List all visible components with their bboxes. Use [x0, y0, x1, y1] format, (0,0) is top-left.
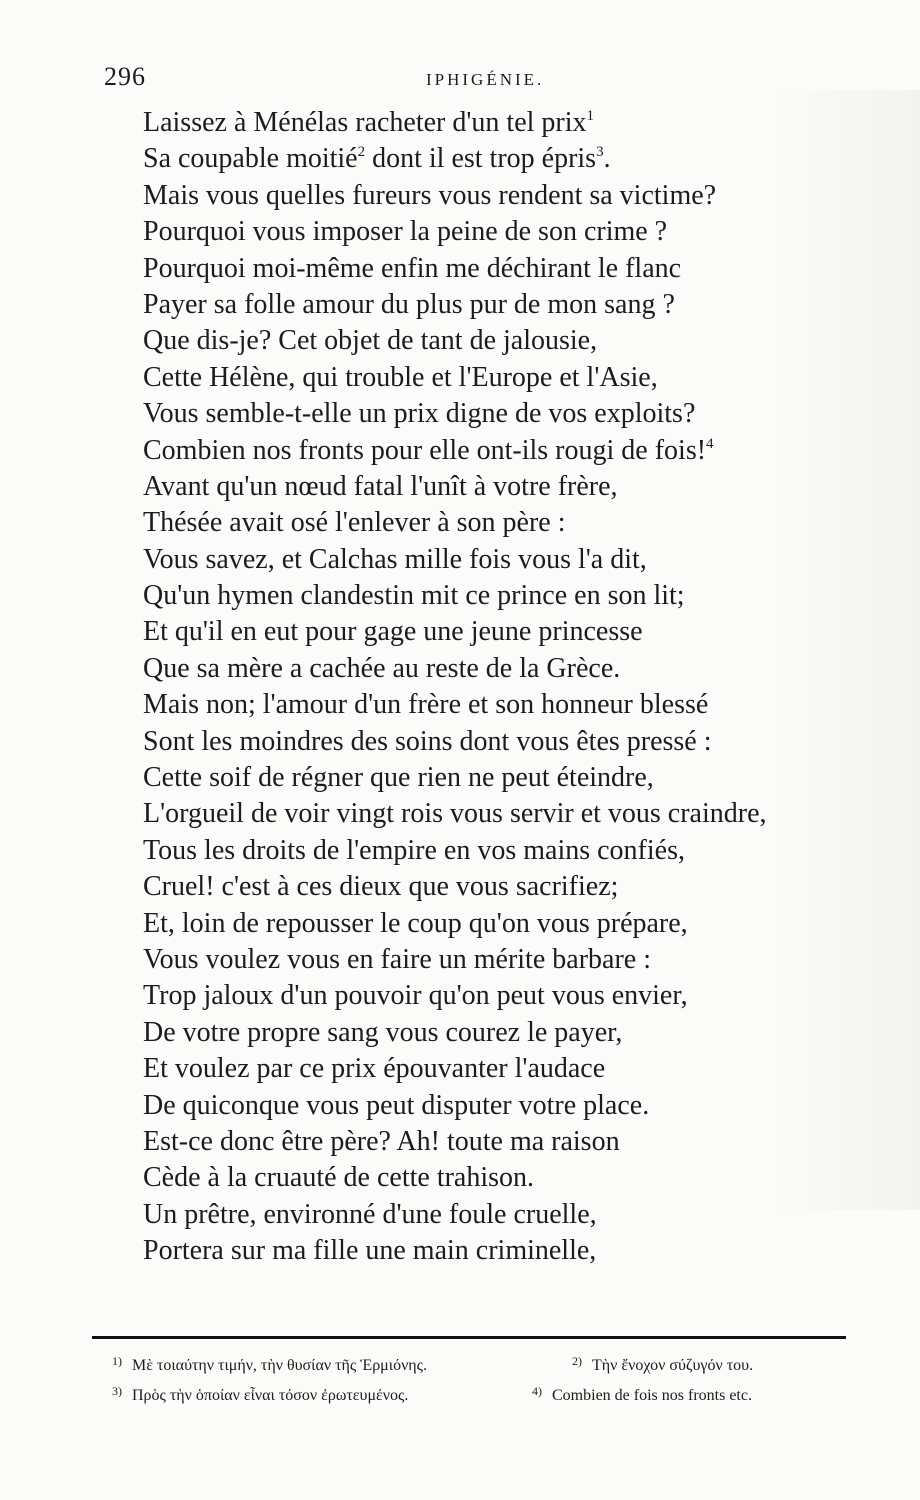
verse-line: Mais non; l'amour d'un frère et son honneur blessé	[143, 689, 709, 721]
verse-line: Un prêtre, environné d'une foule cruelle,	[143, 1198, 597, 1230]
footnote-rule	[92, 1336, 846, 1339]
verse-block	[143, 105, 848, 1270]
verse-line: Combien nos fronts pour elle ont-ils rougi de fois!$^4$	[143, 434, 714, 466]
verse-line: Portera sur ma fille une main criminelle,	[143, 1235, 597, 1267]
verse-line: Vous semble-t-elle un prix digne de vos exploits?	[143, 398, 696, 430]
page-header	[104, 62, 814, 98]
verse-line: De votre propre sang vous courez le payer,	[143, 1016, 623, 1048]
verse-line: Mais vous quelles fureurs vous rendent sa victime?	[143, 179, 717, 211]
verse-line: Cette Hélène, qui trouble et l'Europe et l'Asie,	[143, 361, 658, 393]
verse-line: Laissez à Ménélas racheter d'un tel prix$^1$	[143, 107, 595, 138]
verse-line: Et qu'il en eut pour gage une jeune princesse	[143, 616, 643, 648]
footnote-4: $^{4)}$ Combien de fois nos fronts etc.	[532, 1384, 752, 1404]
verse-line: Cède à la cruauté de cette trahison.	[143, 1162, 535, 1194]
verse-line: Trop jaloux d'un pouvoir qu'on peut vous envier,	[143, 980, 688, 1012]
verse-line: Cette soif de régner que rien ne peut éteindre,	[143, 762, 654, 794]
verse-line: Pourquoi vous imposer la peine de son crime ?	[143, 216, 668, 248]
verse-line: Que dis-je? Cet objet de tant de jalousie,	[143, 325, 598, 357]
verse-line: De quiconque vous peut disputer votre place.	[143, 1089, 650, 1121]
verse-line: Vous voulez vous en faire un mérite barbare :	[143, 943, 651, 975]
verse-line: Est-ce donc être père? Ah! toute ma raison	[143, 1125, 620, 1157]
verse-line: L'orgueil de voir vingt rois vous servir et vous craindre,	[143, 798, 767, 830]
verse-line: Pourquoi moi-même enfin me déchirant le flanc	[143, 252, 682, 284]
footnote-row	[112, 1376, 852, 1406]
verse-line: Tous les droits de l'empire en vos mains confiés,	[143, 834, 685, 866]
verse-line: Cruel! c'est à ces dieux que vous sacrifiez;	[143, 871, 619, 903]
verse-line: Thésée avait osé l'enlever à son père :	[143, 507, 566, 539]
verse-line: Payer sa folle amour du plus pur de mon sang ?	[143, 288, 675, 320]
footnote-marker: 1	[586, 108, 595, 124]
verse-line: Que sa mère a cachée au reste de la Grèce.	[143, 652, 621, 684]
running-title: IPHIGÉNIE.	[426, 70, 545, 89]
verse-line: Et voulez par ce prix épouvanter l'audace	[143, 1053, 606, 1085]
verse-line: Vous savez, et Calchas mille fois vous l'a dit,	[143, 543, 647, 575]
page-number: 296	[104, 62, 146, 91]
footnote-3: $^{3)}$ Πρὸς τὴν ὁποίαν εἶναι τόσον ἐρωτευμένος.	[112, 1384, 409, 1404]
verse-line: Sa coupable moitié$^2$ dont il est trop épris$^3$.	[143, 143, 611, 175]
verse-line: Qu'un hymen clandestin mit ce prince en son lit;	[143, 580, 685, 612]
footnote-marker: 4	[706, 435, 714, 452]
verse-line: Sont les moindres des soins dont vous êtes pressé :	[143, 725, 712, 757]
footnote-1: $^{1)}$ Μὲ τοιαύτην τιμήν, τὴν θυσίαν τῆς Ἑρμιόνης.	[112, 1354, 427, 1374]
footnote-row	[112, 1346, 852, 1376]
footnote-2: $^{2)}$ Τὴν ἔνοχον σύζυγόν του.	[572, 1354, 754, 1374]
verse-line: Avant qu'un nœud fatal l'unît à votre frère,	[143, 470, 618, 502]
verse-line: Et, loin de repousser le coup qu'on vous prépare,	[143, 907, 688, 939]
footnote-marker: 2	[357, 144, 366, 161]
footnote-marker: 3	[596, 144, 604, 161]
footnotes	[112, 1346, 852, 1406]
